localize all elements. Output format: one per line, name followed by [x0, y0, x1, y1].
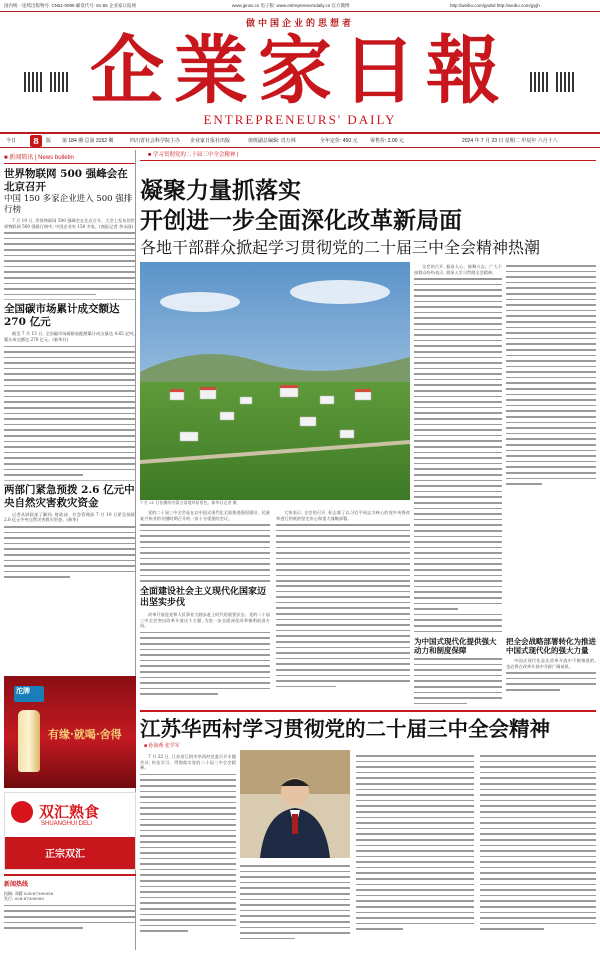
version-label: 版	[46, 138, 52, 144]
ad2-tag: 正宗双汇	[45, 849, 85, 860]
ad1-slogan: 有缘·就喝·舍得	[48, 728, 122, 741]
text-block	[414, 658, 502, 704]
liquor-bottle-icon	[18, 710, 40, 772]
story-column-8	[506, 632, 596, 708]
today-label: 今日	[6, 138, 17, 144]
duty-editor: 值班副总编辑: 肖万林	[248, 138, 296, 144]
jiangsu-headline[interactable]: 江苏华西村学习贯彻党的二十届三中全会精神	[140, 717, 550, 741]
photo-caption: 7 月 21 日拍摄的内蒙古某地草原景色。新华社记者 摄	[140, 500, 237, 505]
english-title: ENTREPRENEURS' DAILY	[203, 112, 397, 127]
jiangsu-column-2	[240, 862, 350, 948]
jiangsu-column-4	[480, 752, 596, 948]
text-block	[480, 755, 596, 930]
top-info-line	[0, 0, 600, 12]
contact-title: 新闻热线	[4, 881, 29, 888]
jiangsu-para: 7 月 22 日, 江苏省江阴市华西村党委召开专题会议, 传达学习、贯彻落实党的二十届三中全会精神。	[140, 754, 236, 771]
sponsor: 四川省社会科学院主办	[130, 138, 181, 144]
page-count-badge: 8	[30, 135, 42, 147]
main-subheadline: 各地干部群众掀起学习贯彻党的二十届三中全会精神热潮	[140, 238, 541, 257]
story-column-7	[414, 632, 502, 708]
issue-number: 第 184 期 总第 3152 期	[62, 138, 114, 144]
story-subhead-1: 全面建设社会主义现代化国家迈出坚实步伐	[140, 587, 267, 608]
story-para-1: 党的二十届三中全会是在以中国式现代化全面推进强国建设、民族复兴伟业的关键时期召开的一次十分重要的会议。	[140, 510, 270, 521]
text-block	[4, 232, 135, 295]
bulletin-text-2: 截至 7 月 15 日, 全国碳市场碳排放配额累计成交量达 4.65 亿吨, 累计成交额达 270 亿元。(新华社)	[4, 331, 135, 342]
story-subhead-3: 把全会战略部署转化为推进中国式现代化的强大力量	[506, 637, 596, 655]
bulletin-headline-3[interactable]: 两部门紧急预拨 2.6 亿元中央自然灾害救灾资金	[4, 480, 135, 510]
deli-ad[interactable]	[4, 792, 136, 870]
text-block	[4, 905, 136, 929]
story-para-4: 全会的召开, 振奋人心、鼓舞斗志。广大干部群众纷纷表示, 要深入学习贯彻全会精神。	[414, 264, 502, 275]
story-column-4	[276, 582, 410, 708]
text-block	[506, 672, 596, 690]
section-divider	[140, 160, 596, 161]
bulletin-tag: ■ 新闻简讯 | News bulletin	[4, 150, 135, 164]
story-subhead-2: 为中国式现代化提供强大动力和制度保障	[414, 637, 497, 655]
main-headline-2[interactable]: 开创进一步全面深化改革新局面	[140, 207, 462, 234]
main-headline-1[interactable]: 凝聚力量抓落实	[140, 177, 301, 204]
bulletin-headline-2[interactable]: 全国碳市场累计成交额达 270 亿元	[4, 299, 135, 329]
liquor-ad[interactable]	[4, 676, 136, 788]
jiangsu-byline: ■ 孙海燕 张学军	[144, 743, 180, 749]
topline-left: 国内统一连续出版物号: CN51-0098 邮发代号: 61-85 企业家日报网	[4, 3, 137, 8]
retail-price: 零售价: 2.00 元	[370, 138, 404, 144]
lead-photo[interactable]	[140, 262, 410, 500]
issue-info-bar	[0, 132, 600, 148]
jiangsu-headline-box	[140, 712, 596, 741]
contact-line-2: 发行: 028-87390050	[4, 896, 44, 902]
contact-box	[4, 874, 136, 946]
text-block	[140, 774, 236, 932]
story-para-2: 大家表示, 全会的召开, 标志着了以习近平同志为核心的党中央将改革进行到底的坚定决心和重大战略部署。	[276, 510, 410, 521]
bulletin-headline-1[interactable]: 世界物联网 500 强峰会在北京召开	[4, 168, 128, 193]
story-para-5: 中国式现代化是在改革开放中不断推进的, 也必将在改革开放中开辟广阔前景。	[506, 658, 596, 669]
jiangsu-photo[interactable]	[240, 750, 350, 858]
story-column-3	[140, 582, 270, 708]
bulletin-text-1: 7 月 19 日, 世界物联网 500 强峰会在北京召开。大会上发布的世界物联网 500 强排行榜中, 中国企业有 150 多家。(商报记者 李永刚)	[4, 218, 135, 229]
ad1-brand: 沱牌	[16, 686, 30, 695]
ad2-english: SHUANGHUI DELI	[41, 821, 93, 827]
story-para-3: 改革开放是党和人民事业大踏步赶上时代的重要法宝。党的二十届三中全会突出改革开放这个主题, 为进一步全面深化改革指明前进方向。	[140, 612, 270, 629]
jiangsu-column-3	[356, 752, 474, 948]
text-block	[506, 265, 596, 485]
brand-logo-icon	[11, 801, 33, 823]
publisher: 企业家日报社出版	[190, 138, 231, 144]
section-tag: ■ 学习贯彻党的二十届三中全会精神 |	[148, 152, 239, 158]
annual-price: 全年定价: 450 元	[320, 138, 358, 144]
contact-line-1: 投稿: 邓精 028-87390050	[4, 891, 54, 896]
text-block	[4, 346, 135, 476]
ad2-title: 双汇熟食	[39, 803, 100, 821]
text-block	[276, 585, 410, 687]
topline-mid[interactable]: www.jpnsx.cn 电子版: www.entrepreneursdaily.cn 官方微博	[232, 3, 350, 8]
bulletin-subhead-1: 中国 150 多家企业进入 500 强排行榜	[4, 194, 133, 215]
text-block	[240, 865, 350, 939]
text-block	[140, 632, 270, 695]
text-block	[414, 278, 502, 666]
topline-right[interactable]: http://weibo.com/jywbd http://weibo.com/jyyjh	[450, 3, 540, 8]
slogan: 做中国企业的思想者	[245, 19, 354, 29]
masthead	[0, 12, 600, 130]
text-block	[4, 526, 135, 578]
issue-date: 2024 年 7 月 23 日 星期二 甲辰年 六月十八	[462, 138, 558, 144]
text-block	[356, 755, 474, 930]
newspaper-logo: 企業家日報	[90, 28, 510, 114]
bulletin-text-3: 记者从财政部了解到, 财政部、应急管理部 7 月 19 日紧急预拨 2.6 亿元中央自然灾害救灾资金。(新华)	[4, 511, 135, 523]
jiangsu-column-1	[140, 752, 236, 948]
